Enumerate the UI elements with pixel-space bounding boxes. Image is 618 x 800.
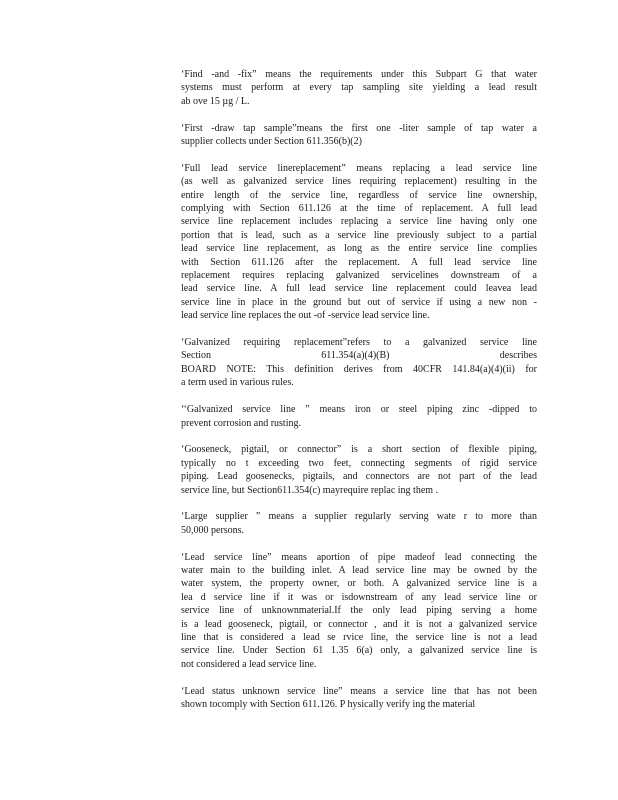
document-body [181, 68, 537, 725]
definition-paragraph [181, 443, 537, 497]
text-line: ‘Find -and -fix” means the requirements under this Subpart G that water [181, 69, 537, 80]
text-line: ‘Galvanized requiring replacement”refers to a galvanized service line [181, 337, 537, 349]
text-line: with Section 611.126 after the replacement. A full lead service line [181, 256, 537, 268]
text-line: not considered a lead service line. [181, 658, 317, 670]
text-line: piping. Lead goosenecks, pigtails, and connectors are not part of the lead [181, 471, 537, 483]
text-line: ‘Gooseneck, pigtail, or connector” is a short section of flexible piping, [181, 444, 537, 456]
text-line: prevent corrosion and rusting. [181, 417, 301, 429]
text-line: 50,000 persons. [181, 524, 245, 536]
text-line: water main to the building inlet. A lead service line may be owned by the [181, 564, 537, 576]
text-line: ‘Large supplier ” means a supplier regularly serving wate r to more than [181, 511, 537, 523]
definition-paragraph [181, 551, 537, 672]
text-line: portion that is lead, such as a service line previously subject to a partial [181, 229, 537, 241]
text-line: lead service line replacement, as long as the entire service line complies [181, 243, 537, 255]
text-line: lea d service line if it was or isdownstream of any lead service line or [181, 591, 537, 603]
text-line: (as well as galvanized service lines requiring replacement) resulting in the [181, 176, 537, 188]
text-line: typically no t exceeding two feet, connecting segments of rigid service [181, 457, 537, 469]
text-line: ‘Lead service line” means aportion of pipe madeof lead connecting the [181, 551, 537, 563]
text-line: ‘First -draw tap sample”means the first one -liter sample of tap water a [181, 122, 537, 134]
definition-paragraph [181, 162, 537, 323]
text-line: shown tocomply with Section 611.126. P hysically verify ing the material [181, 698, 476, 710]
text-line: supplier collects under Section 611.356(b)(2) [181, 136, 362, 148]
text-line: ‘‘Galvanized service line ” means iron or steel piping zinc -dipped to [181, 404, 537, 416]
text-line: complying with Section 611.126 at the time of replacement. A full lead [181, 203, 537, 215]
text-line: BOARD NOTE: This definition derives from 40CFR 141.84(a)(4)(ii) for [181, 363, 537, 375]
text-line: Section 611.354(a)(4)(B) describes [181, 350, 537, 362]
text-line: service line in place in the ground but out of service if using a new non - [181, 296, 537, 308]
definition-paragraph [181, 685, 537, 712]
text-line: ‘Full lead service linereplacement” means replacing a lead service line [181, 162, 537, 174]
text-line: line that is considered a lead se rvice line, the service line is not a lead [181, 631, 537, 643]
text-line: ‘Lead status unknown service line” means a service line that has not been [181, 685, 537, 697]
text-line: service line of unknownmaterial.If the only lead piping serving a home [181, 605, 537, 617]
definition-paragraph [181, 122, 537, 149]
text-line: a term used in various rules. [181, 377, 294, 389]
text-line: is a lead gooseneck, pigtail, or connector , and it is not a galvanized service [181, 618, 537, 630]
text-line: systems must perform at every tap sampling site yielding a lead result [181, 82, 537, 94]
definition-paragraph [181, 510, 537, 537]
definition-paragraph [181, 336, 537, 390]
text-line: service line replacement includes replacing a service line having only one [181, 216, 537, 228]
text-line: lead service line. A full lead service line replacement could leavea lead [181, 283, 537, 295]
text-line: service line, but Section611.354(c) mayrequire replac ing them . [181, 484, 439, 496]
text-line: water system, the property owner, or both. A galvanized service line is a [181, 578, 537, 590]
text-line: entire length of the service line, regardless of service line ownership, [181, 189, 537, 201]
text-line: replacement requires replacing galvanized servicelines downstream of a [181, 270, 537, 282]
text-line: service line. Under Section 61 1.35 6(a) only, a galvanized service line is [181, 645, 537, 657]
text-line: lead service line replaces the out -of -service lead service line. [181, 310, 430, 322]
definition-paragraph [181, 403, 537, 430]
definition-paragraph [181, 68, 537, 108]
text-line: ab ove 15 µg / L. [181, 95, 250, 107]
